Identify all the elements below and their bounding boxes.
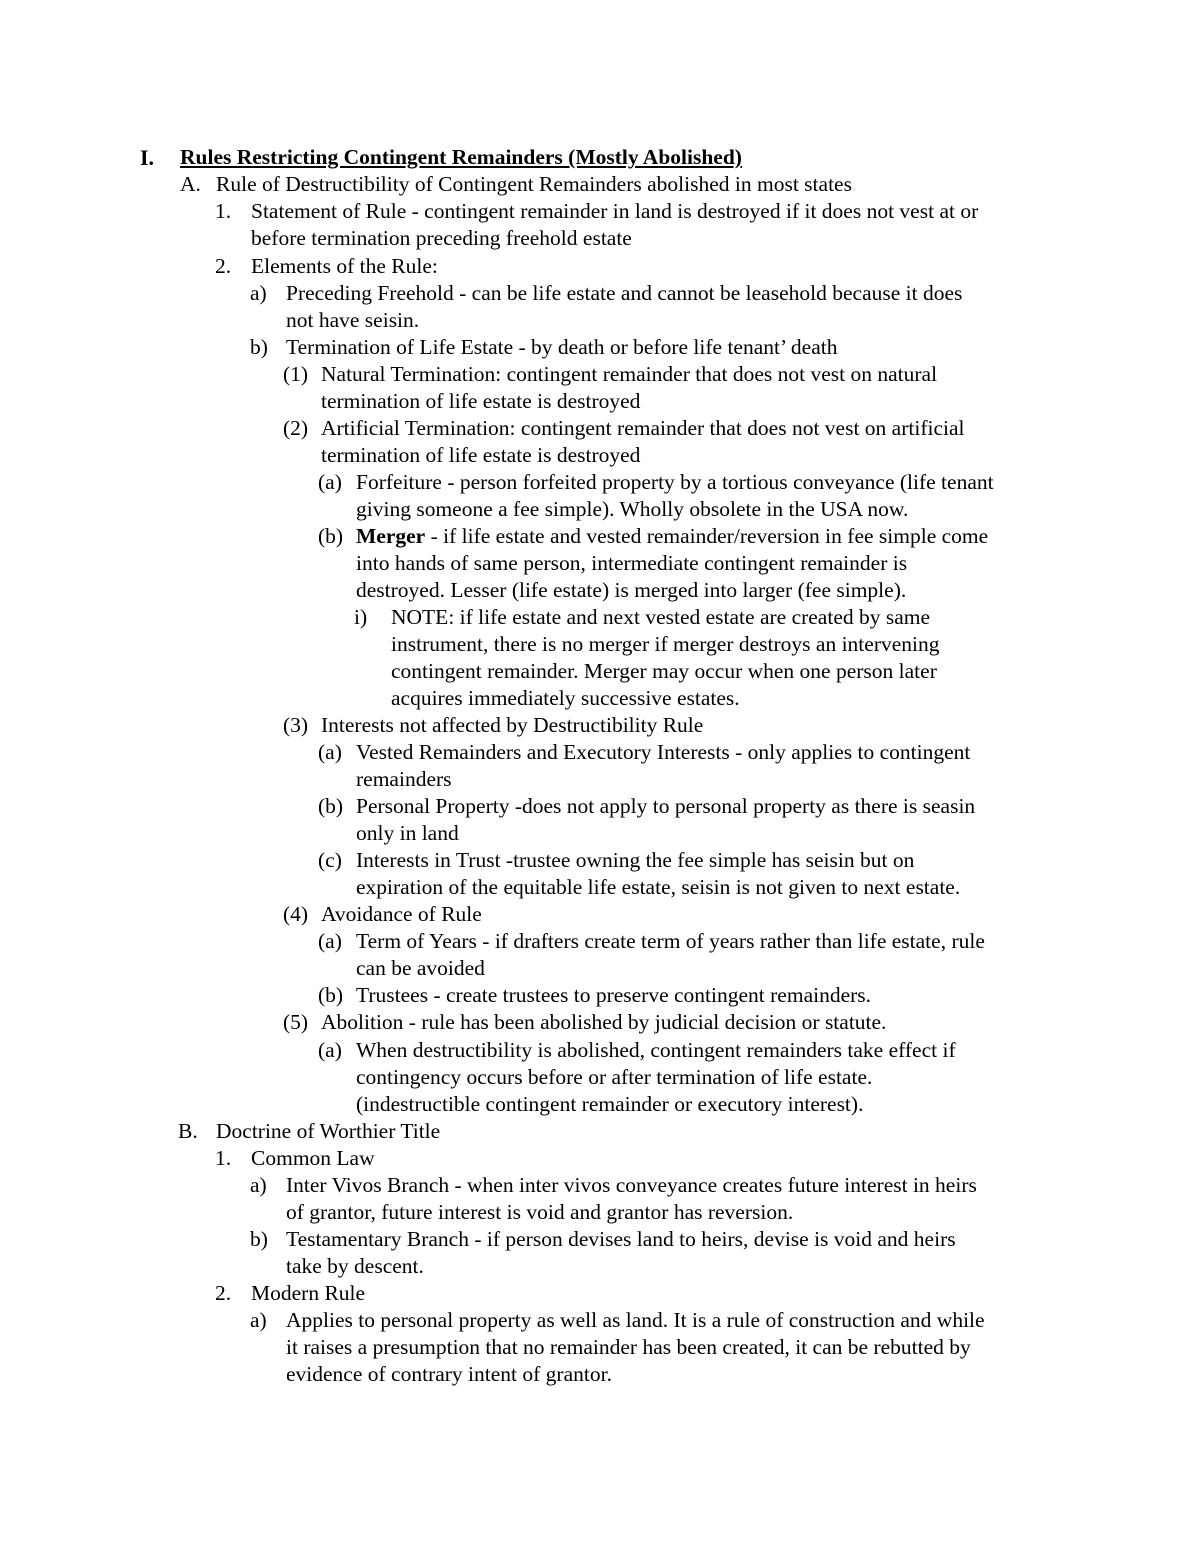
- outline-item-b3c-cont: [0, 874, 1170, 901]
- outline-item-b4a-cont: [0, 955, 1170, 982]
- outline-item-B1b-cont: [0, 1253, 1170, 1280]
- outline-item-B1b: [0, 1226, 1170, 1253]
- outline-item-b2b-cont: [0, 577, 1170, 604]
- outline-item-A2b: [0, 334, 1170, 361]
- item-text: take by descent.: [286, 1254, 424, 1278]
- outline-item-b2a-cont: [0, 496, 1170, 523]
- item-text: before termination preceding freehold estate: [251, 226, 632, 250]
- outline-item-b3b-cont: [0, 820, 1170, 847]
- item-text: When destructibility is abolished, contingent remainders take effect if: [356, 1038, 956, 1062]
- outline-item-b2bi-cont: [0, 631, 1170, 658]
- outline-item-b3c: [0, 847, 1170, 874]
- item-label: B.: [178, 1119, 198, 1143]
- outline-item-B: [0, 1118, 1170, 1145]
- item-label: (b): [318, 794, 344, 818]
- item-text: Natural Termination: contingent remainder that does not vest on natural: [321, 362, 938, 386]
- outline-item-A2a-cont: [0, 307, 1170, 334]
- item-text: not have seisin.: [286, 308, 420, 332]
- outline-item-b4a: [0, 928, 1170, 955]
- item-text: termination of life estate is destroyed: [321, 443, 641, 467]
- outline-item-b2a: [0, 469, 1170, 496]
- term-merger: Merger: [356, 524, 426, 548]
- outline-item-b2bi-cont: [0, 658, 1170, 685]
- item-text: only in land: [356, 821, 459, 845]
- outline-item-A1-cont: [0, 225, 1170, 252]
- item-label: b): [250, 1227, 268, 1251]
- outline-item-b2b-cont: [0, 550, 1170, 577]
- item-text: Abolition - rule has been abolished by judicial decision or statute.: [321, 1010, 887, 1034]
- item-text: expiration of the equitable life estate, seisin is not given to next estate.: [356, 875, 961, 899]
- item-label: 1.: [215, 199, 232, 223]
- item-text: Termination of Life Estate - by death or before life tenant’ death: [286, 335, 838, 359]
- item-label: (b): [318, 983, 344, 1007]
- item-text: it raises a presumption that no remainder has been created, it can be rebutted by: [286, 1335, 971, 1359]
- item-label: (c): [318, 848, 342, 872]
- item-label: (a): [318, 1038, 342, 1062]
- item-label: 1.: [215, 1146, 232, 1170]
- item-text: Elements of the Rule:: [251, 254, 438, 278]
- item-text: Common Law: [251, 1146, 375, 1170]
- outline-item-b5: [0, 1009, 1170, 1036]
- item-text: termination of life estate is destroyed: [321, 389, 641, 413]
- item-text: Interests not affected by Destructibility Rule: [321, 713, 704, 737]
- item-text: Statement of Rule - contingent remainder in land is destroyed if it does not vest at or: [251, 199, 979, 223]
- outline-item-b2bi-cont: [0, 685, 1170, 712]
- outline-item-b2b: [0, 523, 1170, 550]
- section-title: Rules Restricting Contingent Remainders (Mostly Abolished): [180, 145, 742, 169]
- item-text: Forfeiture - person forfeited property by a tortious conveyance (life tenant: [356, 470, 994, 494]
- outline-item-b4b: [0, 982, 1170, 1009]
- outline-item-b5a: [0, 1037, 1170, 1064]
- item-label: a): [250, 1308, 267, 1332]
- item-text: Testamentary Branch - if person devises land to heirs, devise is void and heirs: [286, 1227, 956, 1251]
- outline-item-A: [0, 171, 1170, 198]
- item-label: i): [354, 605, 368, 629]
- item-text: instrument, there is no merger if merger destroys an intervening: [391, 632, 940, 656]
- outline-item-B1a: [0, 1172, 1170, 1199]
- outline-item-b5a-cont: [0, 1064, 1170, 1091]
- item-text: contingent remainder. Merger may occur when one person later: [391, 659, 937, 683]
- item-text: into hands of same person, intermediate contingent remainder is: [356, 551, 908, 575]
- item-label: (b): [318, 524, 344, 548]
- item-text: (indestructible contingent remainder or executory interest).: [356, 1092, 864, 1116]
- item-text: can be avoided: [356, 956, 485, 980]
- outline-item-b2bi: [0, 604, 1170, 631]
- item-label: A.: [180, 172, 201, 196]
- outline-item-b3: [0, 712, 1170, 739]
- item-text: Rule of Destructibility of Contingent Remainders abolished in most states: [216, 172, 852, 196]
- item-label: (2): [283, 416, 309, 440]
- item-text: Modern Rule: [251, 1281, 366, 1305]
- item-label: a): [250, 1173, 267, 1197]
- item-text: contingency occurs before or after termination of life estate.: [356, 1065, 873, 1089]
- item-text: Artificial Termination: contingent remainder that does not vest on artificial: [321, 416, 965, 440]
- item-label: (5): [283, 1010, 309, 1034]
- item-text: Applies to personal property as well as land. It is a rule of construction and while: [286, 1308, 985, 1332]
- item-label: (a): [318, 929, 342, 953]
- item-label: 2.: [215, 254, 232, 278]
- outline-item-B1a-cont: [0, 1199, 1170, 1226]
- outline-item-b1-cont: [0, 388, 1170, 415]
- item-text: Personal Property -does not apply to personal property as there is seasin: [356, 794, 976, 818]
- item-label: a): [250, 281, 267, 305]
- item-text: Interests in Trust -trustee owning the fee simple has seisin but on: [356, 848, 915, 872]
- item-text: Avoidance of Rule: [321, 902, 482, 926]
- item-text: Vested Remainders and Executory Interests - only applies to contingent: [356, 740, 971, 764]
- outline-item-A2a: [0, 280, 1170, 307]
- item-text: of grantor, future interest is void and grantor has reversion.: [286, 1200, 794, 1224]
- item-text-rest: - if life estate and vested remainder/reversion in fee simple come: [425, 524, 989, 548]
- item-label: (1): [283, 362, 309, 386]
- outline-item-b1: [0, 361, 1170, 388]
- item-label: (a): [318, 740, 342, 764]
- outline-item-B2a-cont: [0, 1334, 1170, 1361]
- outline-item-A1: [0, 198, 1170, 225]
- item-text: NOTE: if life estate and next vested estate are created by same: [391, 605, 931, 629]
- item-text: [356, 523, 988, 550]
- item-label: b): [250, 335, 268, 359]
- outline-item-b3b: [0, 793, 1170, 820]
- outline-item-B2a: [0, 1307, 1170, 1334]
- item-text: acquires immediately successive estates.: [391, 686, 740, 710]
- item-label: (4): [283, 902, 309, 926]
- item-text: Term of Years - if drafters create term of years rather than life estate, rule: [356, 929, 985, 953]
- item-text: Preceding Freehold - can be life estate and cannot be leasehold because it does: [286, 281, 963, 305]
- item-label: (3): [283, 713, 309, 737]
- item-text: Trustees - create trustees to preserve contingent remainders.: [356, 983, 872, 1007]
- outline-item-b2-cont: [0, 442, 1170, 469]
- item-label: (a): [318, 470, 342, 494]
- item-label: 2.: [215, 1281, 232, 1305]
- section-heading: [0, 144, 1170, 171]
- outline-item-b3a-cont: [0, 766, 1170, 793]
- outline-item-B2: [0, 1280, 1170, 1307]
- item-text: evidence of contrary intent of grantor.: [286, 1362, 612, 1386]
- section-number: I.: [140, 145, 155, 170]
- outline-item-b3a: [0, 739, 1170, 766]
- outline-item-b2: [0, 415, 1170, 442]
- outline-item-b5a-cont: [0, 1091, 1170, 1118]
- item-text: Inter Vivos Branch - when inter vivos conveyance creates future interest in heirs: [286, 1173, 977, 1197]
- outline-item-b4: [0, 901, 1170, 928]
- item-text: destroyed. Lesser (life estate) is merged into larger (fee simple).: [356, 578, 907, 602]
- item-text: remainders: [356, 767, 452, 791]
- outline-item-B1: [0, 1145, 1170, 1172]
- item-text: Doctrine of Worthier Title: [216, 1119, 441, 1143]
- outline-item-A2: [0, 253, 1170, 280]
- item-text: giving someone a fee simple). Wholly obsolete in the USA now.: [356, 497, 909, 521]
- outline-item-B2a-cont: [0, 1361, 1170, 1388]
